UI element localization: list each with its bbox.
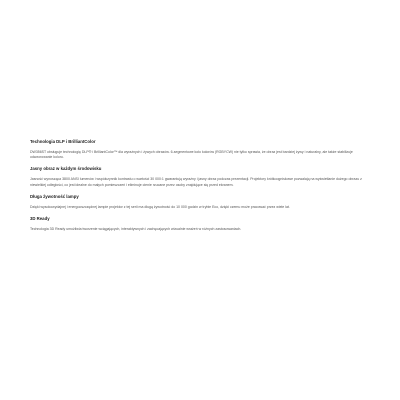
section-body: Technologia 3D Ready umożliwia tworzenie wciągających, interaktywnych i zachęcających wizualnie wrażeń w różnych zastosowaniach. [30,227,242,232]
product-description [30,139,370,238]
section-heading: Jasny obraz w każdym środowisku [30,166,102,172]
section-heading: Długa żywotność lampy [30,193,79,199]
section-heading: 3D Ready [30,216,50,222]
section-bright-image [30,166,370,187]
section-body: Dzięki wysokowydajnej i energooszczędnej lampie projektor z tej serii ma długą żywotność do 10 000 godzin w trybie Eco, dzięki czemu może pracować przez wiele lat. [30,204,290,209]
section-dlp-brilliantcolor [30,139,370,160]
section-lamp-life [30,194,370,210]
section-3d-ready [30,216,370,232]
section-heading: Technologia DLP i BrilliantColor [30,139,96,144]
section-body: DW356ST obsługuje technologię DLP® i BrilliantColor™ dla wyraźnych i żywych obrazów. 6-segmentowe koło kolorów (RGBYCW) nie tylko sprawia, że obraz jest bardziej żywy i naturalny, ale także stabilizuje odwzorowanie koloru. [30,150,353,160]
section-body: Jasność wynosząca 3800 ANSI lumenów i współczynnik kontrastu o wartości 30 000:1 gwarantują wyraźny i jasny obraz podczas prezentacji. Projektory krótkoogniskowe pozwalają na wyświetlanie dużego obrazu z niewielkiej odległości, co jest idealne do małych pomieszczeń i eliminuje cienie rzucane przez osoby znajdujące się przed ekranem. [30,177,362,187]
